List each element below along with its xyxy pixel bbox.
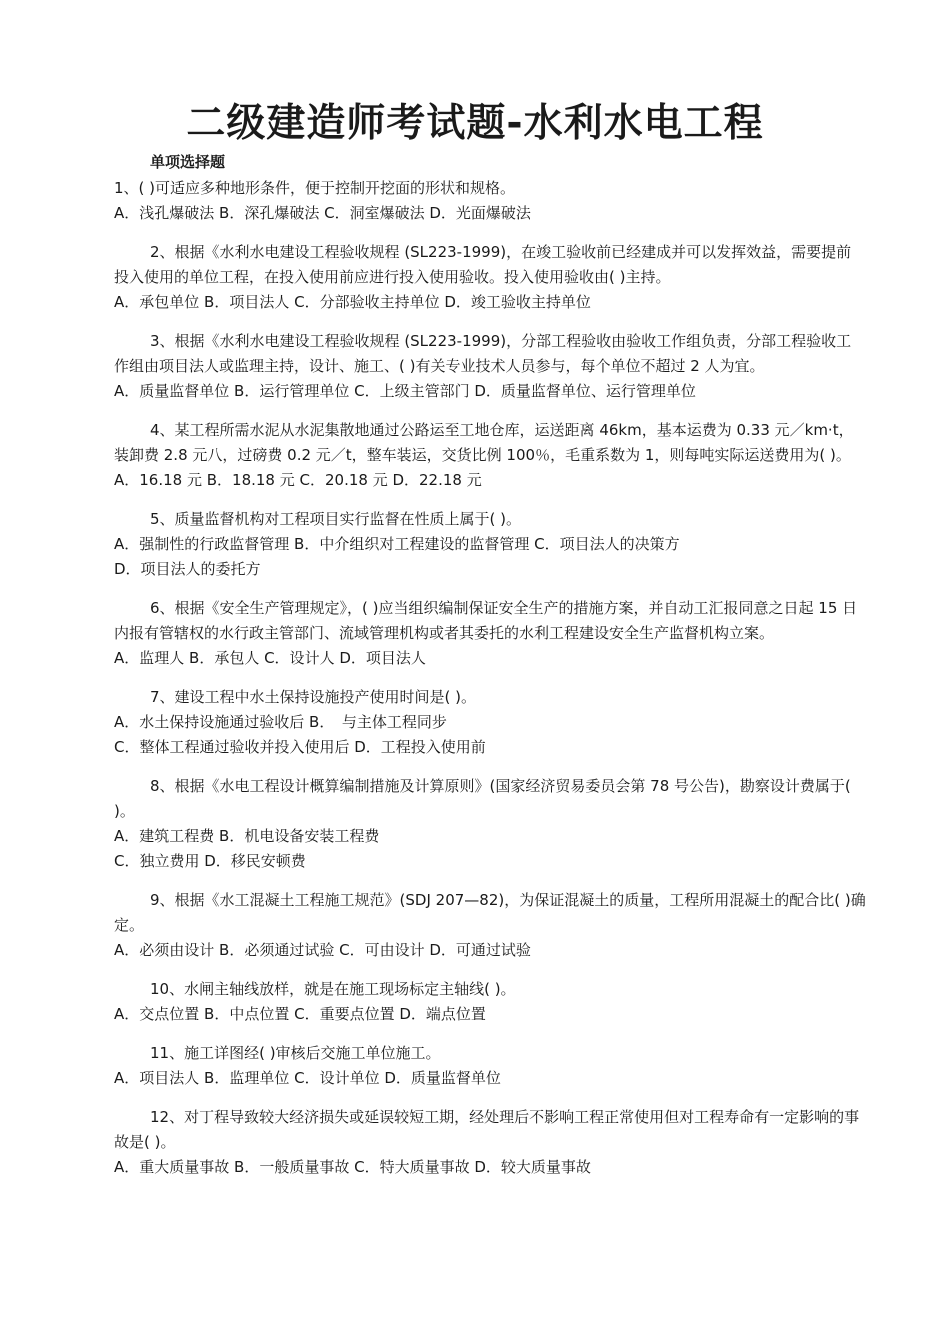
question-item	[114, 240, 866, 329]
question-text: 7、建设工程中水土保持设施投产使用时间是( )。	[150, 688, 477, 706]
question-item	[114, 1105, 866, 1180]
answer-options: A．质量监督单位 B．运行管理单位 C．上级主管部门 D．质量监督单位、运行管理单位	[114, 382, 696, 400]
question-item	[114, 774, 866, 888]
answer-options: A．重大质量事故 B．一般质量事故 C．特大质量事故 D．较大质量事故	[114, 1158, 591, 1176]
question-item	[114, 888, 866, 977]
answer-options: A．承包单位 B．项目法人 C．分部验收主持单位 D．竣工验收主持单位	[114, 293, 591, 311]
answer-options: A．水土保持设施通过验收后 B． 与主体工程同步	[114, 713, 447, 731]
question-text: 4、某工程所需水泥从水泥集散地通过公路运至工地仓库，运送距离 46km，基本运费为 0.33 元／km·t，装卸费 2.8 元八，过磅费 0.2 元／t，整车装运，交货比例 100％，毛重系数为 1，则每吨实际运送费用为( )。	[114, 421, 854, 464]
question-text: 5、质量监督机构对工程项目实行监督在性质上属于( )。	[150, 510, 522, 528]
question-spacer	[114, 874, 866, 888]
question-item	[114, 176, 866, 240]
question-item	[114, 507, 866, 596]
question-item	[114, 329, 866, 418]
question-text: 1、( )可适应多种地形条件，便于控制开挖面的形状和规格。	[114, 179, 516, 197]
question-spacer	[114, 226, 866, 240]
answer-options: A．建筑工程费 B．机电设备安装工程费	[114, 827, 380, 845]
question-item	[114, 418, 866, 507]
answer-options: A．必须由设计 B．必须通过试验 C．可由设计 D．可通过试验	[114, 941, 531, 959]
answer-options: C．独立费用 D．移民安顿费	[114, 852, 306, 870]
answer-options: C．整体工程通过验收并投入使用后 D．工程投入使用前	[114, 738, 486, 756]
question-text: 2、根据《水利水电建设工程验收规程 (SL223-1999)，在竣工验收前已经建成并可以发挥效益，需要提前投入使用的单位工程，在投入使用前应进行投入使用验收。投入使用验收由( )主持。	[114, 243, 852, 286]
question-item	[114, 977, 866, 1041]
question-spacer	[114, 671, 866, 685]
answer-options: A．强制性的行政监督管理 B．中介组织对工程建设的监督管理 C．项目法人的决策方	[114, 535, 680, 553]
answer-options: D．项目法人的委托方	[114, 560, 261, 578]
section-heading: 单项选择题	[150, 153, 226, 171]
question-text: 12、对丁程导致较大经济损失或延误较短工期，经处理后不影响工程正常使用但对工程寿命有一定影响的事故是( )。	[114, 1108, 860, 1151]
question-text: 11、施工详图经( )审核后交施工单位施工。	[150, 1044, 441, 1062]
question-text: 3、根据《水利水电建设工程验收规程 (SL223-1999)，分部工程验收由验收工作组负责，分部工程验收工作组由项目法人或监理主持，设计、施工、( )有关专业技术人员参与，每个单位不超过 2 人为宜。	[114, 332, 852, 375]
question-spacer	[114, 1027, 866, 1041]
question-spacer	[114, 404, 866, 418]
answer-options: A．项目法人 B．监理单位 C．设计单位 D．质量监督单位	[114, 1069, 501, 1087]
question-spacer	[114, 582, 866, 596]
answer-options: A．16.18 元 B．18.18 元 C．20.18 元 D．22.18 元	[114, 471, 482, 489]
question-spacer	[114, 315, 866, 329]
question-text: 9、根据《水工混凝土工程施工规范》(SDJ 207—82)，为保证混凝土的质量，工程所用混凝土的配合比( )确定。	[114, 891, 866, 934]
question-spacer	[114, 1091, 866, 1105]
answer-options: A．交点位置 B．中点位置 C．重要点位置 D．端点位置	[114, 1005, 486, 1023]
answer-options: A．监理人 B．承包人 C．设计人 D．项目法人	[114, 649, 426, 667]
question-text: 10、水闸主轴线放样，就是在施工现场标定主轴线( )。	[150, 980, 516, 998]
document-title: 二级建造师考试题-水利水电工程	[186, 101, 764, 146]
question-spacer	[114, 963, 866, 977]
question-spacer	[114, 493, 866, 507]
question-text: 6、根据《安全生产管理规定》，( )应当组织编制保证安全生产的措施方案，并自动工汇报同意之日起 15 日内报有管辖权的水行政主管部门、流域管理机构或者其委托的水利工程建设安全生产监督机构立案。	[114, 599, 858, 642]
question-list	[114, 176, 866, 1180]
question-item	[114, 1041, 866, 1105]
question-text: 8、根据《水电工程设计概算编制措施及计算原则》(国家经济贸易委员会第 78 号公告)，勘察设计费属于( )。	[114, 777, 851, 820]
question-item	[114, 596, 866, 685]
question-item	[114, 685, 866, 774]
question-spacer	[114, 760, 866, 774]
answer-options: A．浅孔爆破法 B．深孔爆破法 C．洞室爆破法 D．光面爆破法	[114, 204, 531, 222]
